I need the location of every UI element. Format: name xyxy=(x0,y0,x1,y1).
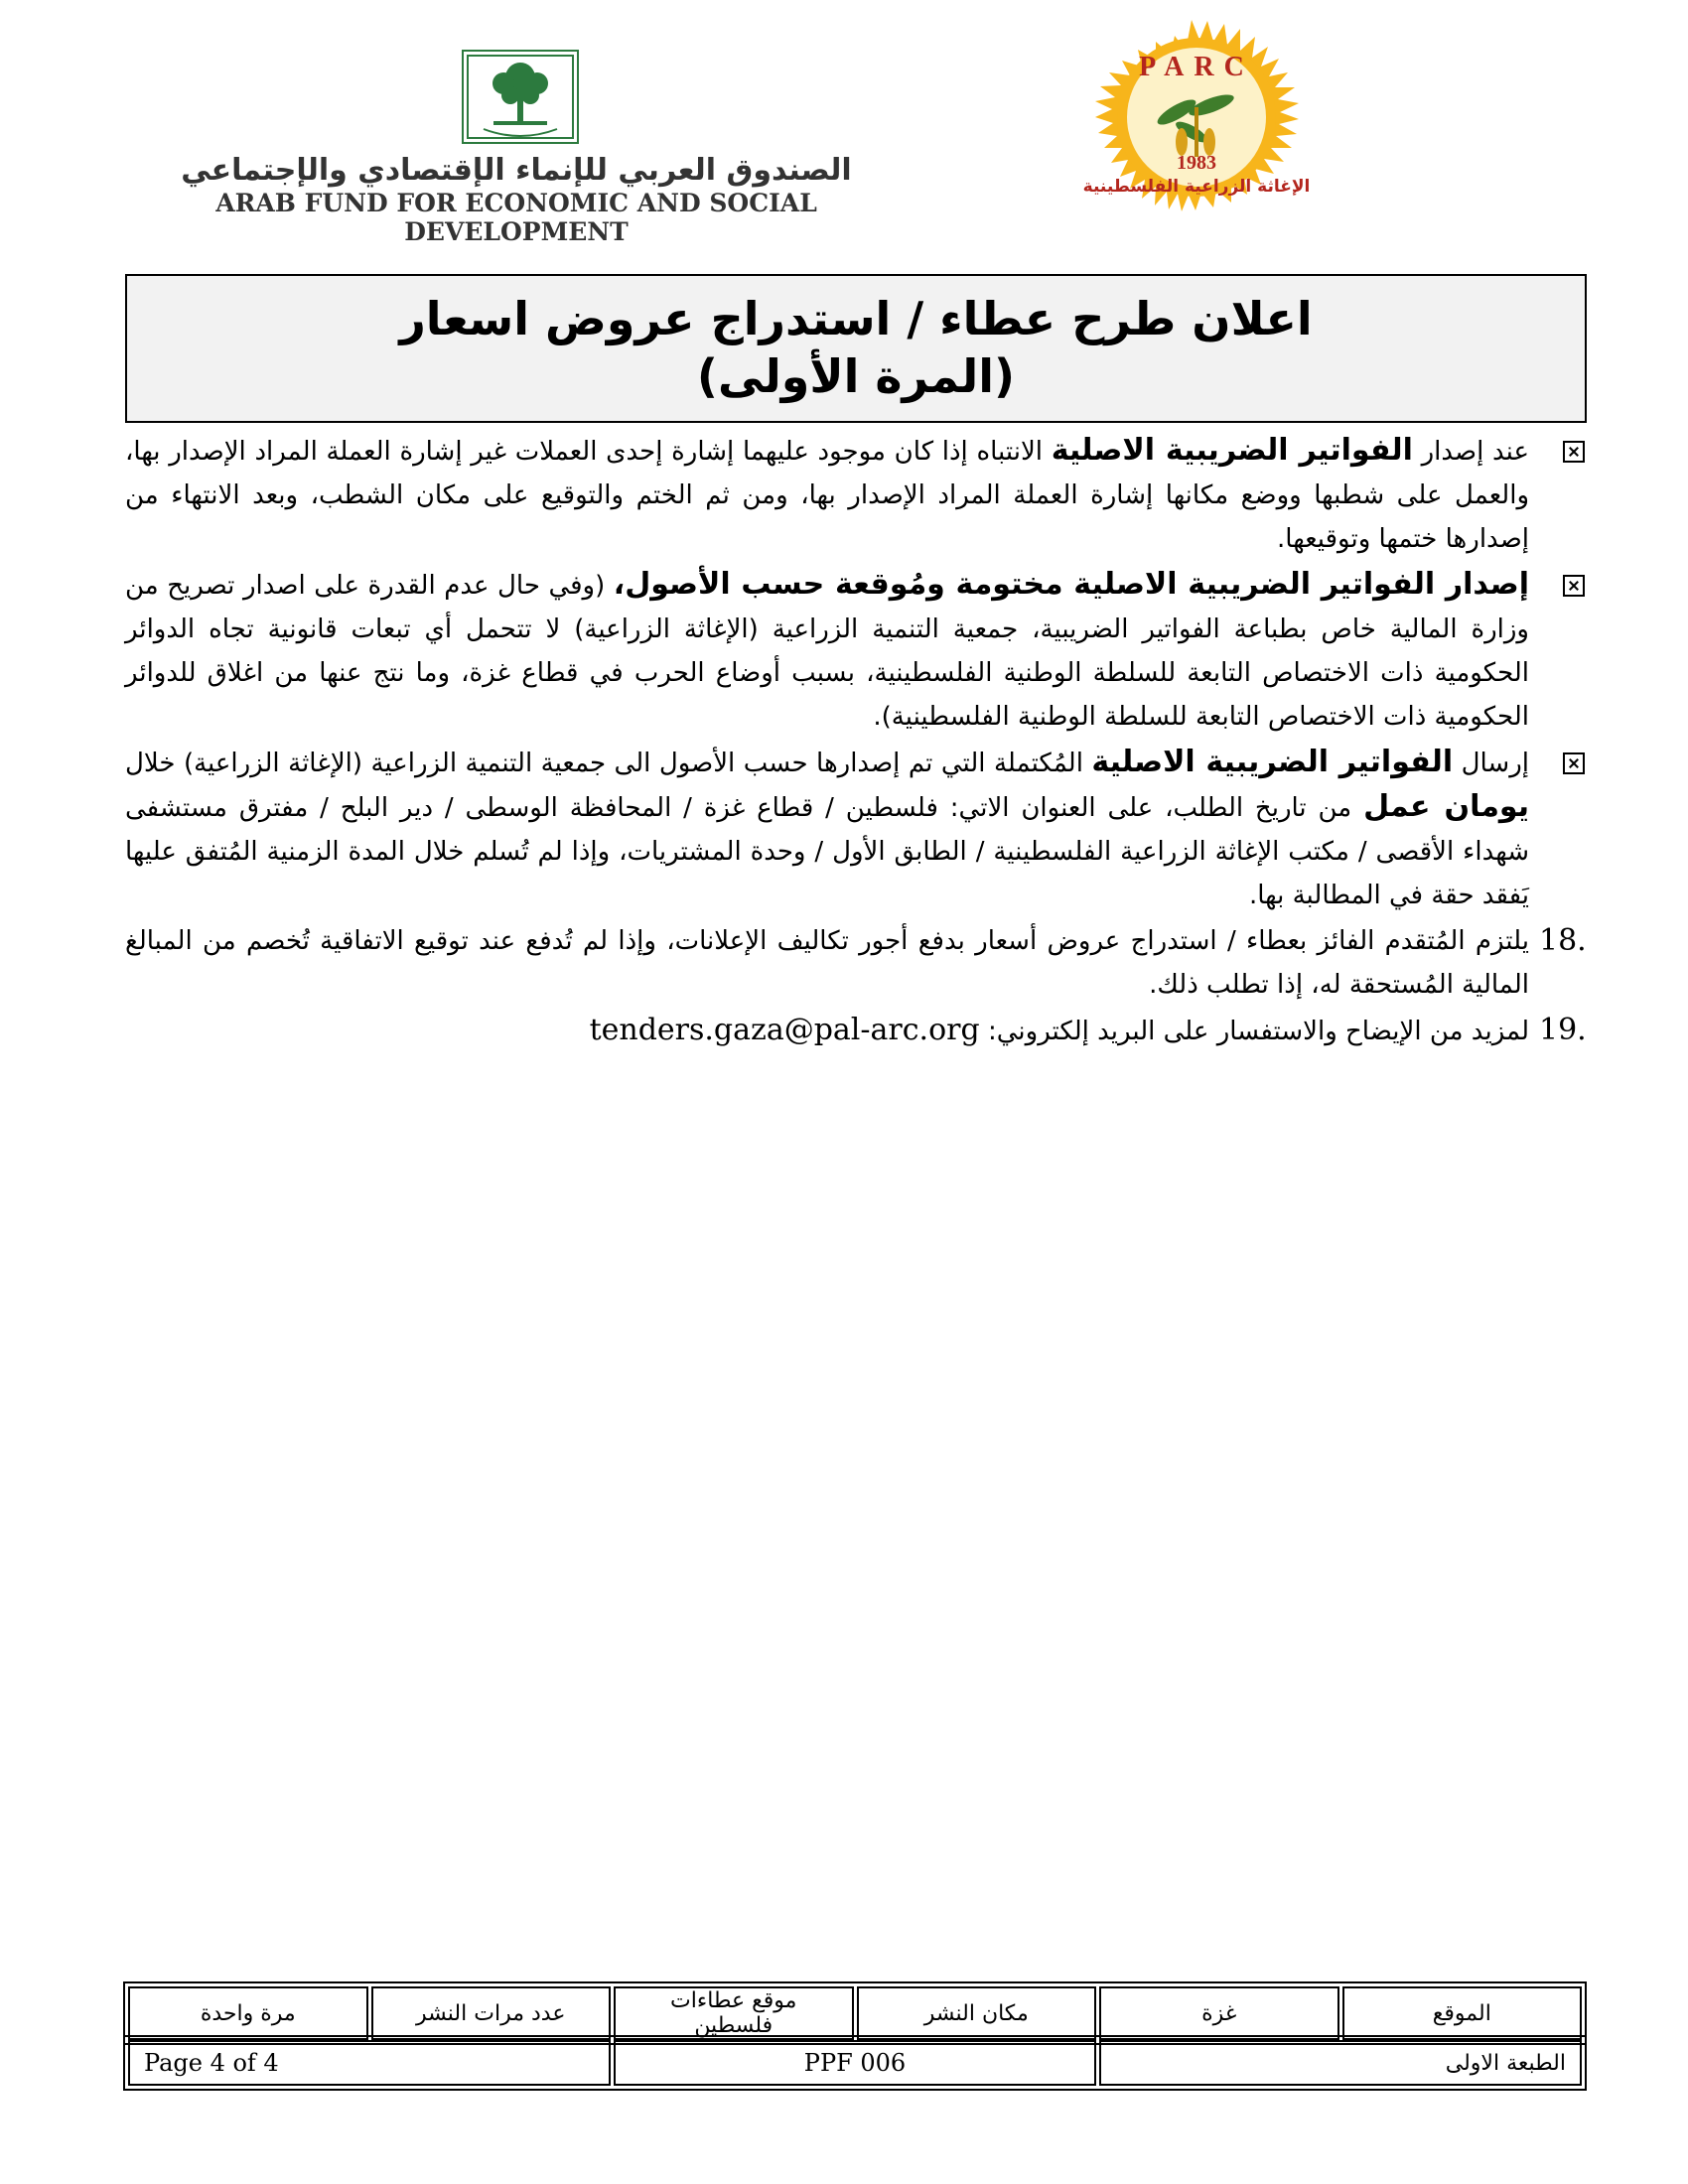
page-title: اعلان طرح عطاء / استدراج عروض اسعار xyxy=(399,292,1313,345)
arab-fund-logo xyxy=(139,50,894,246)
item-bold-text: الفواتير الضريبية الاصلية xyxy=(1091,745,1454,779)
footer-cell: الموقع xyxy=(1342,1986,1583,2040)
footer-cell: موقع عطاءات فلسطين xyxy=(614,1986,854,2040)
arab-fund-english-name: ARAB FUND FOR ECONOMIC AND SOCIAL DEVELOPMENT xyxy=(215,189,817,246)
item-text: (وفي حال عدم القدرة على اصدار تصريح من وزارة المالية خاص بطباعة الفواتير الضريبية، جمعية التنمية الزراعية (الإغاثة الزراعية) لا تتحمل أي تبعات قانونية تجاه الدوائر الحكومية ذات الاختصاص التابعة للسلطة الوطنية الفلسطينية، بسبب أوضاع الحرب في قطاع غزة، وما نتج عنها من اغلاق للدوائر الحكومية ذات الاختصاص التابعة للسلطة الوطنية الفلسطينية). xyxy=(125,571,1529,732)
item-text: المُكتملة التي تم إصدارها حسب الأصول الى جمعية التنمية الزراعية (الإغاثة الزراعية) خلال xyxy=(125,749,1092,778)
arab-fund-emblem-icon xyxy=(462,50,579,144)
list-item xyxy=(125,1009,1585,1053)
item-text: عند إصدار xyxy=(1412,437,1529,467)
page-number: Page 4 of 4 xyxy=(128,2040,611,2086)
footer-cell: غزة xyxy=(1099,1986,1339,2040)
contact-email-link[interactable]: tenders.gaza@pal-arc.org xyxy=(589,1013,980,1047)
item-text: الانتباه إذا كان موجود عليهما إشارة إحدى العملات غير إشارة العملة المراد الإصدار بها، والعمل على شطبها ووضع مكانها إشارة العملة المراد الإصدار بها، ومن ثم الختم والتوقيع على مكان الشطب، وبعد الانتهاء من إصدارها ختمها وتوقيعها. xyxy=(125,437,1529,554)
list-item xyxy=(125,741,1585,917)
footer-cell: مكان النشر xyxy=(857,1986,1097,2040)
parc-logo xyxy=(1033,18,1350,266)
item-bold-text: الفواتير الضريبية الاصلية xyxy=(1051,433,1413,468)
parc-arabic-name: الإغاثة الزراعية الفلسطينية xyxy=(1082,177,1311,197)
list-item xyxy=(125,429,1585,561)
item-bold-text: يومان عمل xyxy=(1363,789,1529,824)
checkbox-x-icon xyxy=(1563,575,1585,597)
form-code: PPF 006 xyxy=(614,2040,1096,2086)
item-text: يلتزم المُتقدم الفائز بعطاء / استدراج عروض أسعار بدفع أجور تكاليف الإعلانات، وإذا لم تُدفع عند توقيع الاتفاقية تُخصم من المبالغ المالية المُستحقة له، إذا تطلب ذلك. xyxy=(125,926,1529,1000)
list-item xyxy=(125,563,1585,739)
parc-acronym: PARC xyxy=(1139,52,1254,82)
list-item xyxy=(125,919,1585,1007)
item-number: 19. xyxy=(1539,1013,1587,1047)
footer-cell: مرة واحدة xyxy=(128,1986,368,2040)
document-info-table xyxy=(123,2035,1587,2091)
item-text: إرسال xyxy=(1453,749,1529,778)
item-text: لمزيد من الإيضاح والاستفسار على البريد إلكتروني: xyxy=(979,1017,1529,1046)
item-bold-text: إصدار الفواتير الضريبية الاصلية مختومة ومُوقعة حسب الأصول، xyxy=(613,567,1529,602)
page-subtitle: (المرة الأولى) xyxy=(696,349,1016,403)
arab-fund-arabic-name: الصندوق العربي للإنماء الإقتصادي والإجتماعي xyxy=(181,153,852,188)
item-text: من تاريخ الطلب، على العنوان الاتي: فلسطين / قطاع غزة / المحافظة الوسطى / دير البلح / مفترق مستشفى شهداء الأقصى / مكتب الإغاثة الزراعية الفلسطينية / الطابق الأول / وحدة المشتريات، وإذا لم تُسلم خلال المدة الزمنية المُتفق عليها يَفقد حقة في المطالبة بها. xyxy=(125,793,1529,910)
footer-cell: عدد مرات النشر xyxy=(371,1986,612,2040)
item-number: 18. xyxy=(1539,923,1587,958)
announcement-body xyxy=(125,429,1585,1055)
checkbox-x-icon xyxy=(1563,752,1585,774)
announcement-title-box xyxy=(125,274,1587,423)
edition-label: الطبعة الاولى xyxy=(1099,2040,1582,2086)
checkbox-x-icon xyxy=(1563,441,1585,463)
parc-year: 1983 xyxy=(1177,152,1216,174)
